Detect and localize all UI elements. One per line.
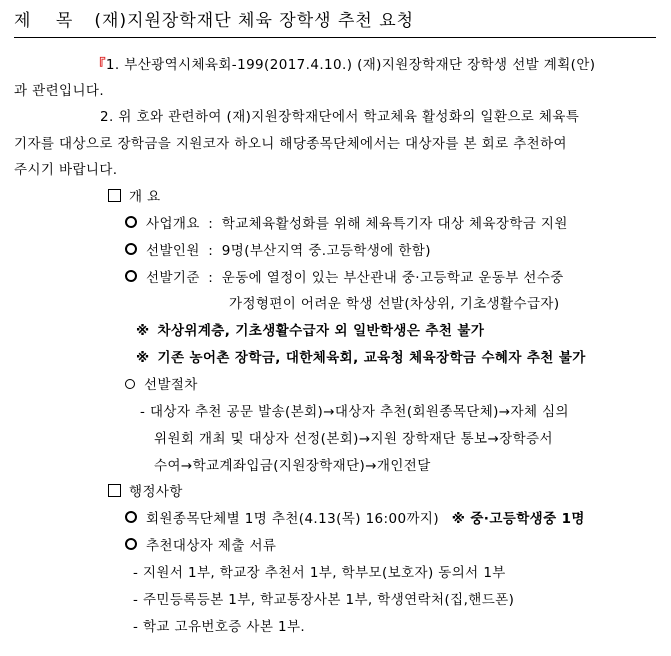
circle-bullet-icon — [125, 538, 137, 550]
paragraph-1-line-1: 『1. 부산광역시체육회-199(2017.4.10.) (재)지원장학재단 장학생 선발 계획(안) — [92, 57, 596, 73]
circle-bullet-icon — [125, 511, 137, 523]
section-admin-heading: 행정사항 — [108, 479, 183, 506]
checkbox-square-icon — [108, 189, 121, 202]
hollow-circle-bullet-icon — [125, 379, 135, 389]
overview-item-criteria-continued: 가정형편이 어려운 학생 선발(차상위, 기초생활수급자) — [229, 296, 560, 312]
paragraph-2-line-3: 주시기 바랍니다. — [14, 162, 118, 178]
paragraph-1-line-2: 과 관련입니다. — [14, 83, 105, 99]
note-exclusion-general: ※ 차상위계층, 기초생활수급자 외 일반학생은 추천 불가 — [136, 323, 485, 339]
overview-item-criteria: 선발기준 : 운동에 열정이 있는 부산관내 중·고등학교 운동부 선수중 — [125, 265, 564, 292]
circle-bullet-icon — [125, 270, 137, 282]
section-overview-heading: 개 요 — [108, 184, 161, 211]
title-divider — [14, 37, 656, 38]
circle-bullet-icon — [125, 216, 137, 228]
procedure-line-2: 위원회 개최 및 대상자 선정(본회)→지원 장학재단 통보→장학증서 — [154, 431, 553, 447]
note-exclusion-existing: ※ 기존 농어촌 장학금, 대한체육회, 교육청 체육장학금 수혜자 추천 불가 — [136, 350, 586, 366]
admin-item-recommendation: 회원종목단체별 1명 추천(4.13(목) 16:00까지) ※ 중·고등학생중 1명 — [125, 506, 585, 533]
document-title: (재)지원장학재단 체육 장학생 추천 요청 — [94, 11, 415, 31]
doc-line-3: - 학교 고유번호증 사본 1부. — [133, 619, 306, 635]
procedure-line-1: - 대상자 추천 공문 발송(본회)→대상자 추천(회원종목단체)→자체 심의 — [140, 404, 569, 420]
procedure-line-3: 수여→학교계좌입금(지원장학재단)→개인전달 — [154, 458, 431, 474]
title-label: 제 목 — [14, 11, 83, 31]
procedure-heading: 선발절차 — [125, 372, 198, 399]
edit-mark-icon: 『 — [92, 57, 106, 73]
paragraph-2-line-2: 기자를 대상으로 장학금을 지원코자 하오니 해당종목단체에서는 대상자를 본 회로 추천하여 — [14, 136, 567, 152]
doc-line-2: - 주민등록등본 1부, 학교통장사본 1부, 학생연락처(집,핸드폰) — [133, 592, 515, 608]
admin-item-note: ※ 중·고등학생중 1명 — [451, 511, 585, 527]
admin-item-documents: 추천대상자 제출 서류 — [125, 533, 276, 560]
overview-item-business: 사업개요 : 학교체육활성화를 위해 체육특기자 대상 체육장학금 지원 — [125, 211, 568, 238]
circle-bullet-icon — [125, 243, 137, 255]
document-title-row — [14, 6, 414, 31]
overview-item-quota: 선발인원 : 9명(부산지역 중.고등학생에 한함) — [125, 238, 431, 265]
checkbox-square-icon — [108, 484, 121, 497]
paragraph-2-line-1: 2. 위 호와 관련하여 (재)지원장학재단에서 학교체육 활성화의 일환으로 체육특 — [100, 109, 580, 125]
doc-line-1: - 지원서 1부, 학교장 추천서 1부, 학부모(보호자) 동의서 1부 — [133, 565, 506, 581]
